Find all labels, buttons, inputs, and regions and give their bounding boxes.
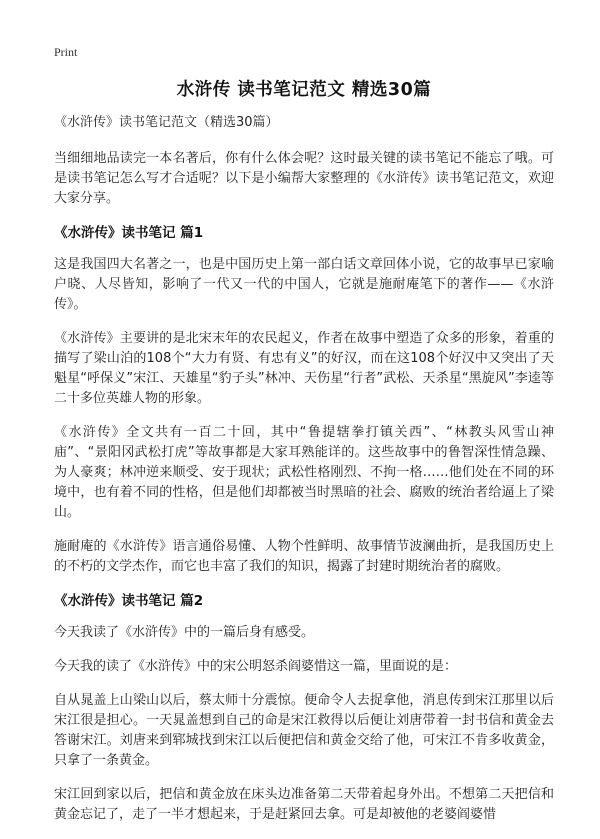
section-paragraph: 《水浒传》主要讲的是北宋末年的农民起义，作者在故事中塑造了众多的形象，着重的描写了梁山泊的108个“大力有贤、有忠有义”的好汉，而在这108个好汉中又突出了天魁星“呼保义”宋江、天雄星“豹子头”林冲、天伤星“行者”武松、天杀星“黑旋风”李逵等二十多位英雄人物的形象。 [54,331,554,406]
document-title: 水浒传 读书笔记范文 精选30篇 [176,80,432,100]
section-paragraph: 自从晁盖上山梁山以后，蔡太师十分震惊。便命令人去捉拿他，消息传到宋江那里以后宋江很是担心。一天晁盖想到自己的命是宋江救得以后便让刘唐带着一封书信和黄金去答谢宋江。刘唐来到郓城找到宋江以后便把信和黄金交给了他，可宋江不肯多收黄金，只拿了一条黄金。 [54,693,554,768]
section-heading: 《水浒传》读书笔记 篇2 [54,593,204,609]
document-body [54,76,554,839]
print-link[interactable]: Print [54,45,78,59]
section-paragraph: 今天我读了《水浒传》中的一篇后身有感受。 [54,625,315,640]
section-paragraph: 这是我国四大名著之一，也是中国历史上第一部白话文章回体小说，它的故事早已家喻户晓、人尽皆知，影响了一代又一代的中国人，它就是施耐庵笔下的著作——《水浒传》。 [54,257,554,312]
section-paragraph: 《水浒传》全文共有一百二十回，其中“鲁提辖拳打镇关西”、“林教头风雪山神庙”、“景阳冈武松打虎”等故事都是大家耳熟能详的。这些故事中的鲁智深性情急躁、为人豪爽；林冲逆来顺受、安于现状；武松性格刚烈、不拘一格……他们处在不同的环境中，也有着不同的性格，但是他们却都被当时黑暗的社会、腐败的统治者给逼上了梁山。 [54,425,554,520]
section-paragraph: 今天我的读了《水浒传》中的宋公明怒杀阎婆惜这一篇，里面说的是： [54,659,458,674]
section-heading: 《水浒传》读书笔记 篇1 [54,225,204,241]
section-paragraph: 施耐庵的《水浒传》语言通俗易懂、人物个性鲜明、故事情节波澜曲折，是我国历史上的不朽的文学杰作，而它也丰富了我们的知识，揭露了封建时期统治者的腐败。 [54,539,554,574]
document-subtitle: 《水浒传》读书笔记范文（精选30篇） [54,115,279,130]
intro-paragraph: 当细细地品读完一本名著后，你有什么体会呢？这时最关键的读书笔记不能忘了哦。可是读书笔记怎么写才合适呢？以下是小编帮大家整理的《水浒传》读书笔记范文，欢迎大家分享。 [54,151,554,206]
section-paragraph: 宋江回到家以后，把信和黄金放在床头边准备第二天带着起身外出。不想第二天把信和黄金忘记了，走了一半才想起来，于是赶紧回去拿。可是却被他的老婆阎婆惜 [54,787,554,822]
